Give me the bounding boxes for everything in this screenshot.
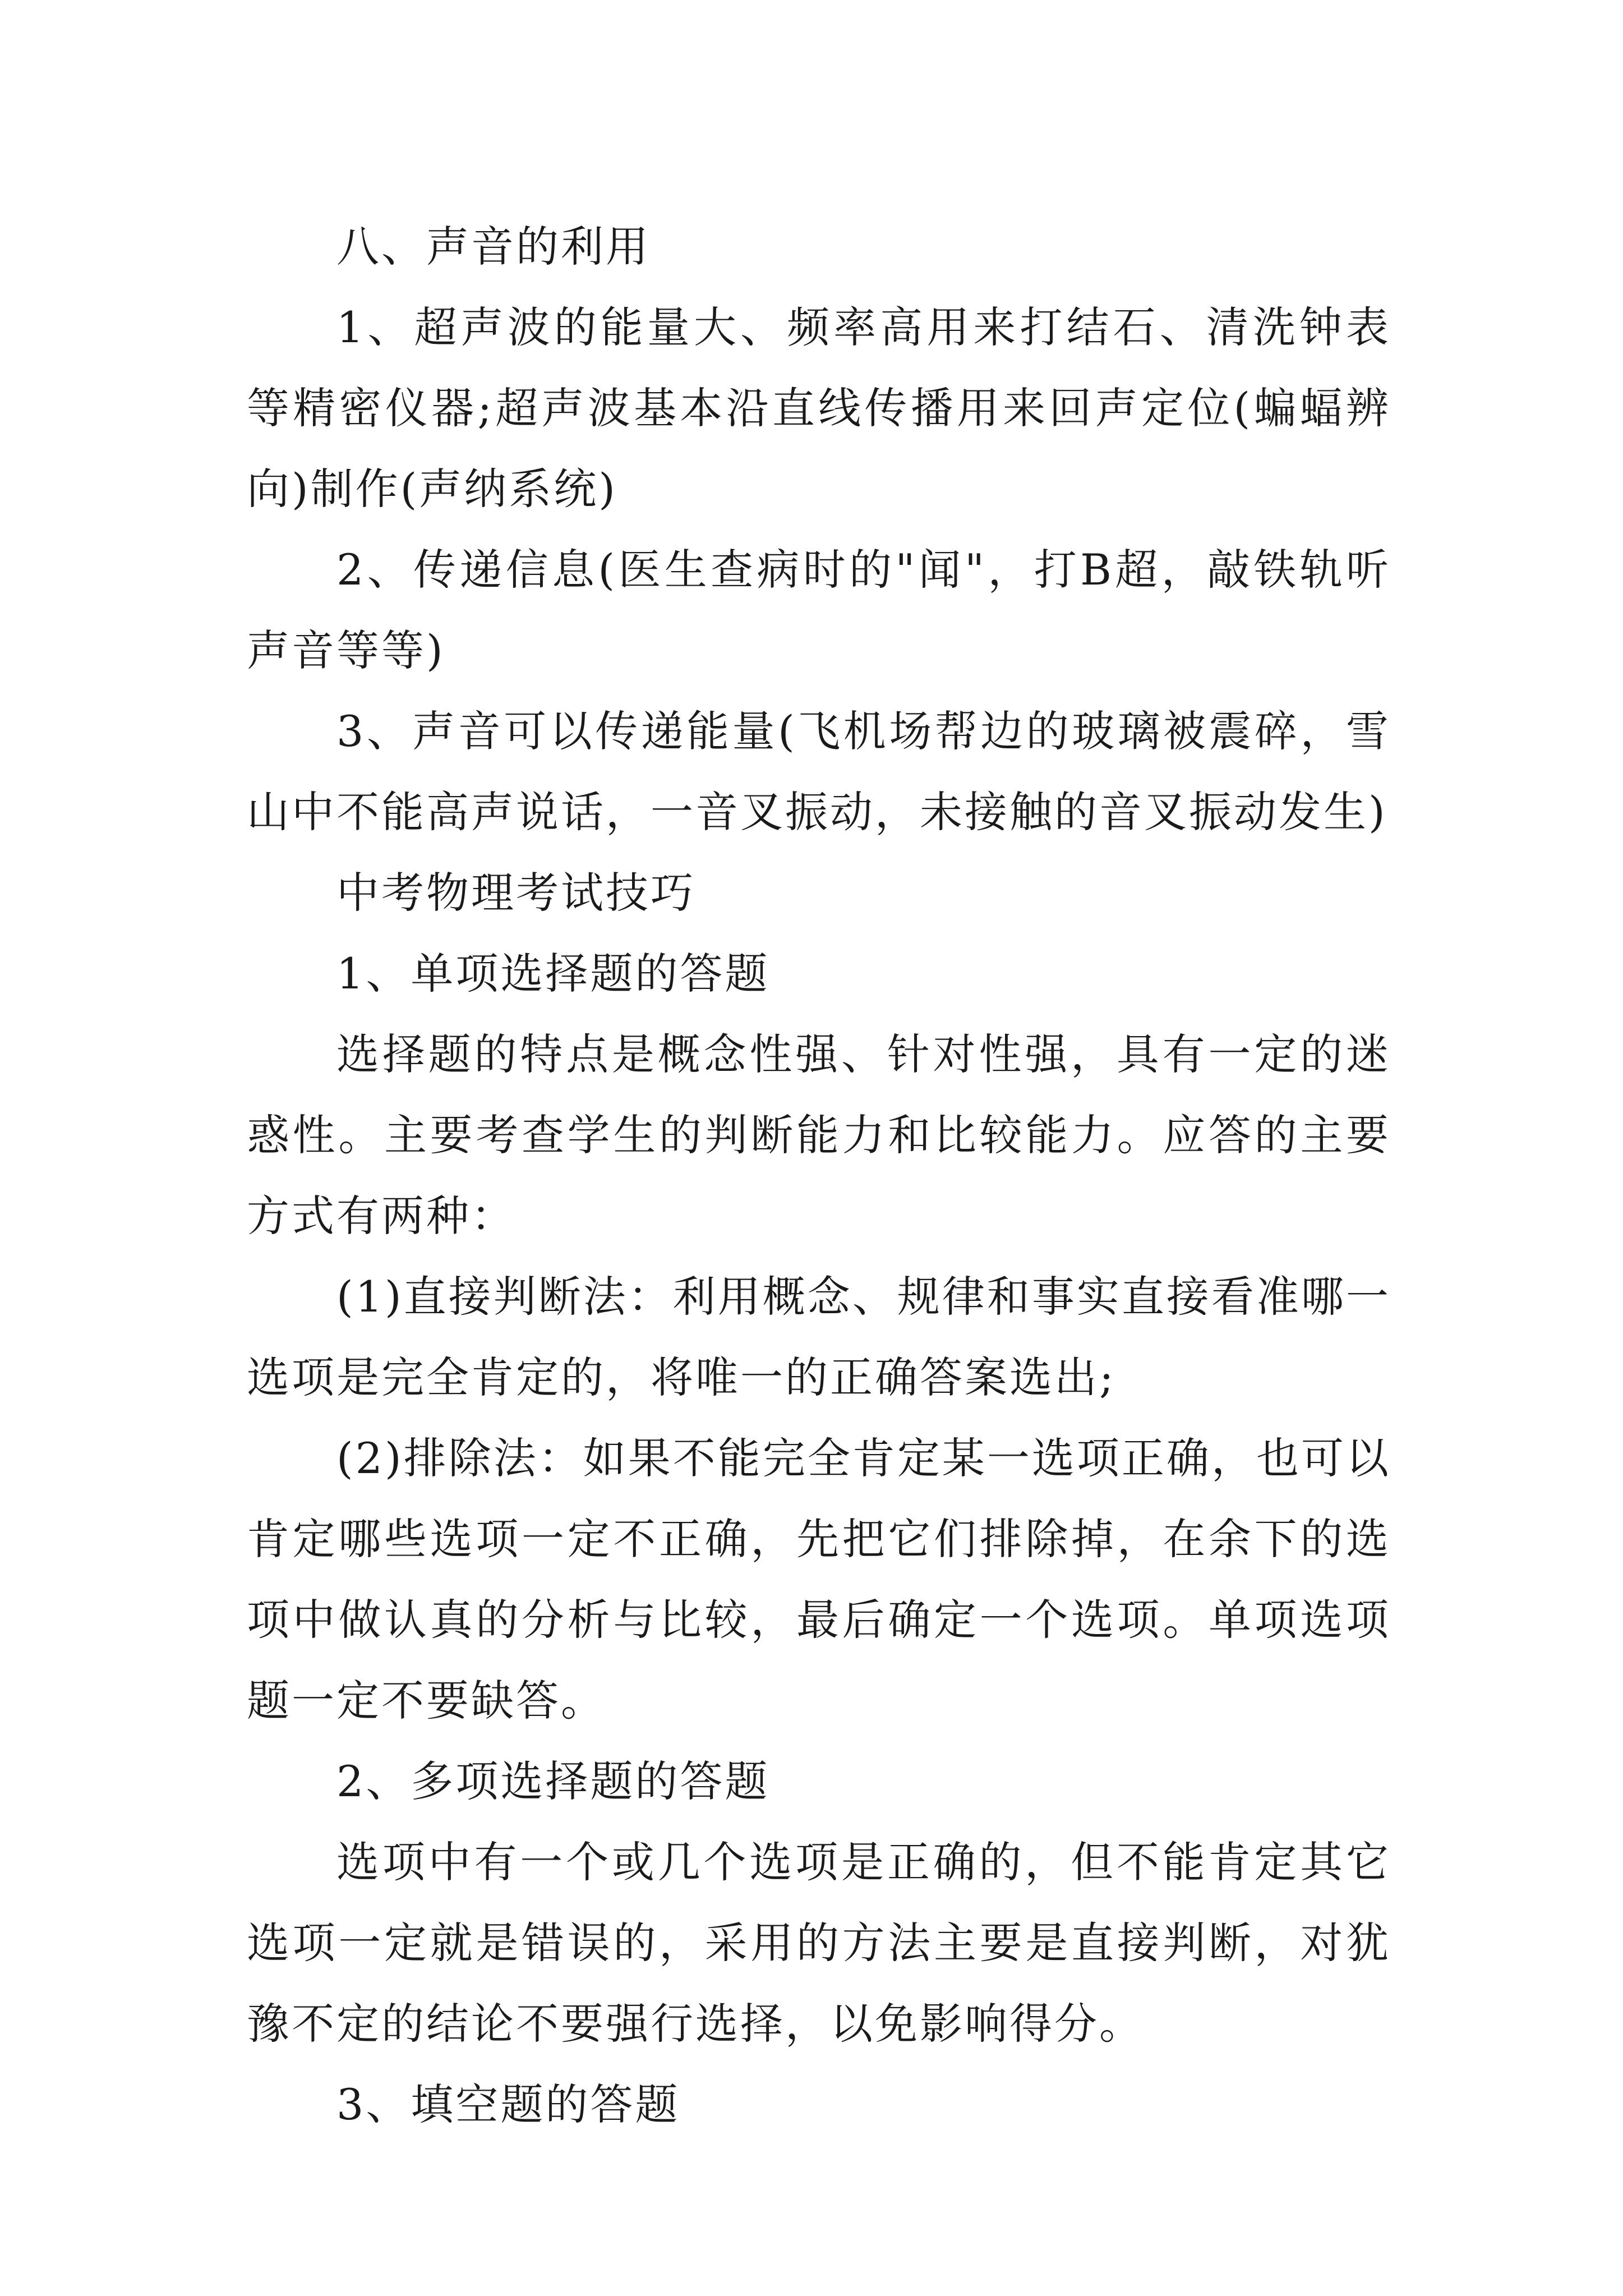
- subsection-heading: 3、填空题的答题: [336, 2079, 680, 2129]
- subsection-heading: 2、多项选择题的答题: [336, 1756, 770, 1806]
- section-heading: 八、声音的利用: [336, 222, 651, 272]
- section-heading: 中考物理考试技巧: [336, 868, 695, 918]
- subsection-heading: 1、单项选择题的答题: [336, 949, 770, 999]
- paragraph: 1、超声波的能量大、频率高用来打结石、清洗钟表等精密仪器;超声波基本沿直线传播用来回声定位(蝙蝠辨向)制作(声纳系统): [247, 302, 1391, 514]
- paragraph: (1)直接判断法：利用概念、规律和事实直接看准哪一选项是完全肯定的，将唯一的正确答案选出;: [247, 1272, 1391, 1402]
- paragraph: 选项中有一个或几个选项是正确的，但不能肯定其它选项一定就是错误的，采用的方法主要是直接判断，对犹豫不定的结论不要强行选择，以免影响得分。: [247, 1837, 1391, 2049]
- document-body: [247, 206, 1391, 2145]
- paragraph: (2)排除法：如果不能完全肯定某一选项正确，也可以肯定哪些选项一定不正确，先把它们排除掉，在余下的选项中做认真的分析与比较，最后确定一个选项。单项选项题一定不要缺答。: [247, 1433, 1391, 1726]
- paragraph: 2、传递信息(医生查病时的"闻"，打B超，敲铁轨听声音等等): [247, 545, 1391, 675]
- paragraph: 3、声音可以传递能量(飞机场帮边的玻璃被震碎，雪山中不能高声说话，一音叉振动，未接触的音叉振动发生): [247, 706, 1391, 837]
- paragraph: 选择题的特点是概念性强、针对性强，具有一定的迷惑性。主要考查学生的判断能力和比较能力。应答的主要方式有两种：: [247, 1029, 1391, 1241]
